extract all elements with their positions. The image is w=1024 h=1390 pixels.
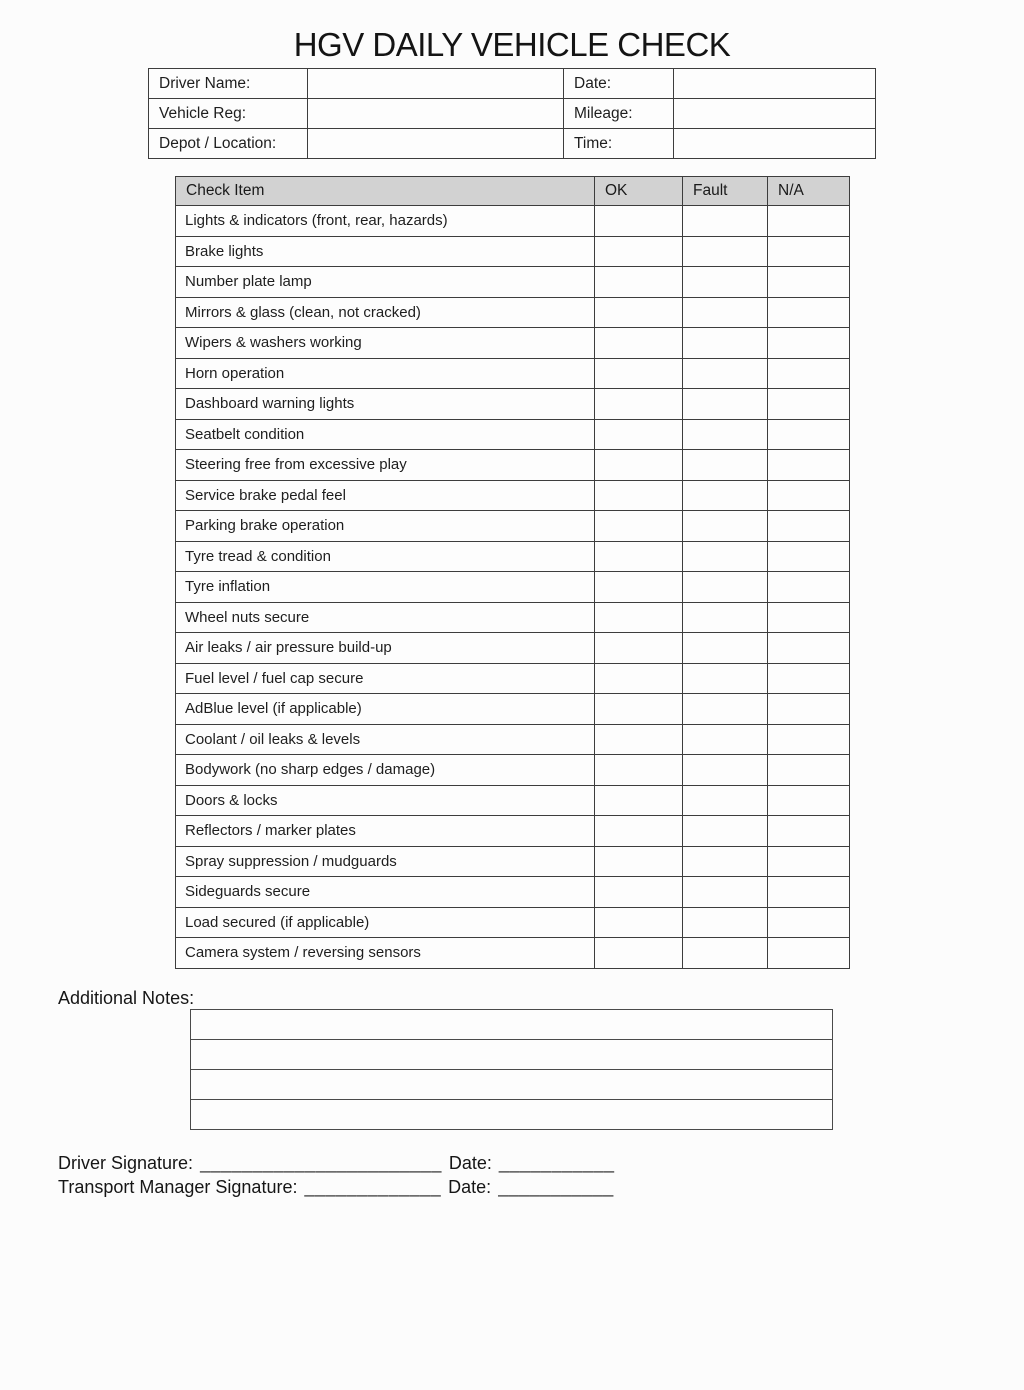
ok-cell[interactable] xyxy=(595,694,683,725)
fault-cell[interactable] xyxy=(683,724,768,755)
notes-label: Additional Notes: xyxy=(58,988,195,1008)
na-cell[interactable] xyxy=(768,938,850,969)
info-row xyxy=(149,129,876,159)
check-row xyxy=(176,785,850,816)
na-cell[interactable] xyxy=(768,480,850,511)
check-row xyxy=(176,358,850,389)
check-item-label: Mirrors & glass (clean, not cracked) xyxy=(176,297,595,328)
ok-cell[interactable] xyxy=(595,907,683,938)
ok-cell[interactable] xyxy=(595,938,683,969)
check-item-label: Camera system / reversing sensors xyxy=(176,938,595,969)
na-cell[interactable] xyxy=(768,389,850,420)
info-label-left: Depot / Location: xyxy=(149,129,308,159)
check-item-label: Service brake pedal feel xyxy=(176,480,595,511)
na-cell[interactable] xyxy=(768,633,850,664)
check-row xyxy=(176,938,850,969)
check-row xyxy=(176,877,850,908)
fault-cell[interactable] xyxy=(683,694,768,725)
manager-date-line[interactable]: ___________ xyxy=(498,1176,614,1197)
fault-cell[interactable] xyxy=(683,663,768,694)
na-cell[interactable] xyxy=(768,663,850,694)
manager-signature-line[interactable]: _____________ xyxy=(304,1176,442,1197)
na-cell[interactable] xyxy=(768,694,850,725)
col-header-fault: Fault xyxy=(683,177,768,206)
info-value-left[interactable] xyxy=(308,129,564,159)
fault-cell[interactable] xyxy=(683,297,768,328)
manager-date-label: Date: xyxy=(448,1176,492,1197)
check-row xyxy=(176,846,850,877)
check-row xyxy=(176,328,850,359)
check-item-label: Tyre inflation xyxy=(176,572,595,603)
ok-cell[interactable] xyxy=(595,206,683,237)
check-row xyxy=(176,511,850,542)
ok-cell[interactable] xyxy=(595,511,683,542)
fault-cell[interactable] xyxy=(683,328,768,359)
check-row xyxy=(176,450,850,481)
ok-cell[interactable] xyxy=(595,602,683,633)
info-value-right[interactable] xyxy=(674,129,876,159)
fault-cell[interactable] xyxy=(683,572,768,603)
na-cell[interactable] xyxy=(768,816,850,847)
fault-cell[interactable] xyxy=(683,602,768,633)
check-item-label: AdBlue level (if applicable) xyxy=(176,694,595,725)
fault-cell[interactable] xyxy=(683,267,768,298)
na-cell[interactable] xyxy=(768,907,850,938)
info-value-right[interactable] xyxy=(674,69,876,99)
check-row xyxy=(176,663,850,694)
na-cell[interactable] xyxy=(768,267,850,298)
check-item-label: Wipers & washers working xyxy=(176,328,595,359)
check-item-label: Air leaks / air pressure build-up xyxy=(176,633,595,664)
check-item-label: Brake lights xyxy=(176,236,595,267)
col-header-ok: OK xyxy=(595,177,683,206)
fault-cell[interactable] xyxy=(683,480,768,511)
na-cell[interactable] xyxy=(768,419,850,450)
na-cell[interactable] xyxy=(768,846,850,877)
check-row xyxy=(176,419,850,450)
ok-cell[interactable] xyxy=(595,480,683,511)
ok-cell[interactable] xyxy=(595,297,683,328)
check-row xyxy=(176,206,850,237)
na-cell[interactable] xyxy=(768,877,850,908)
signature-block xyxy=(58,1152,617,1199)
notes-box xyxy=(190,1009,833,1130)
info-label-right: Time: xyxy=(564,129,674,159)
na-cell[interactable] xyxy=(768,755,850,786)
fault-cell[interactable] xyxy=(683,877,768,908)
ok-cell[interactable] xyxy=(595,816,683,847)
na-cell[interactable] xyxy=(768,785,850,816)
fault-cell[interactable] xyxy=(683,633,768,664)
fault-cell[interactable] xyxy=(683,785,768,816)
check-item-label: Tyre tread & condition xyxy=(176,541,595,572)
ok-cell[interactable] xyxy=(595,846,683,877)
check-item-label: Coolant / oil leaks & levels xyxy=(176,724,595,755)
manager-signature-label: Transport Manager Signature: xyxy=(58,1176,298,1197)
ok-cell[interactable] xyxy=(595,236,683,267)
fault-cell[interactable] xyxy=(683,236,768,267)
info-row xyxy=(149,99,876,129)
fault-cell[interactable] xyxy=(683,389,768,420)
notes-line[interactable] xyxy=(191,1070,832,1100)
check-row xyxy=(176,267,850,298)
header-info-table xyxy=(148,68,876,159)
fault-cell[interactable] xyxy=(683,419,768,450)
driver-signature-row xyxy=(58,1152,617,1176)
fault-cell[interactable] xyxy=(683,450,768,481)
ok-cell[interactable] xyxy=(595,358,683,389)
col-header-check-item: Check Item xyxy=(176,177,595,206)
driver-date-line[interactable]: ___________ xyxy=(498,1153,615,1173)
check-row xyxy=(176,541,850,572)
check-row xyxy=(176,236,850,267)
check-item-label: Seatbelt condition xyxy=(176,419,595,450)
info-label-right: Date: xyxy=(564,69,674,99)
check-row xyxy=(176,816,850,847)
ok-cell[interactable] xyxy=(595,572,683,603)
check-item-label: Parking brake operation xyxy=(176,511,595,542)
check-item-label: Dashboard warning lights xyxy=(176,389,595,420)
na-cell[interactable] xyxy=(768,572,850,603)
notes-line[interactable] xyxy=(191,1100,832,1129)
ok-cell[interactable] xyxy=(595,450,683,481)
driver-signature-line[interactable]: _______________________ xyxy=(200,1153,442,1173)
info-value-left[interactable] xyxy=(308,69,564,99)
info-label-left: Vehicle Reg: xyxy=(149,99,308,129)
info-row xyxy=(149,69,876,99)
check-item-label: Doors & locks xyxy=(176,785,595,816)
check-item-label: Bodywork (no sharp edges / damage) xyxy=(176,755,595,786)
info-label-left: Driver Name: xyxy=(149,69,308,99)
ok-cell[interactable] xyxy=(595,389,683,420)
fault-cell[interactable] xyxy=(683,358,768,389)
na-cell[interactable] xyxy=(768,511,850,542)
fault-cell[interactable] xyxy=(683,206,768,237)
ok-cell[interactable] xyxy=(595,267,683,298)
check-row xyxy=(176,389,850,420)
notes-line[interactable] xyxy=(191,1010,832,1040)
check-row xyxy=(176,602,850,633)
checklist-header-row xyxy=(176,177,850,206)
fault-cell[interactable] xyxy=(683,938,768,969)
na-cell[interactable] xyxy=(768,541,850,572)
ok-cell[interactable] xyxy=(595,633,683,664)
na-cell[interactable] xyxy=(768,724,850,755)
check-item-label: Load secured (if applicable) xyxy=(176,907,595,938)
check-item-label: Fuel level / fuel cap secure xyxy=(176,663,595,694)
checklist-body xyxy=(176,206,850,969)
notes-line[interactable] xyxy=(191,1040,832,1070)
check-item-label: Reflectors / marker plates xyxy=(176,816,595,847)
fault-cell[interactable] xyxy=(683,907,768,938)
check-item-label: Number plate lamp xyxy=(176,267,595,298)
check-item-label: Wheel nuts secure xyxy=(176,602,595,633)
checklist-table xyxy=(175,176,850,969)
driver-date-label: Date: xyxy=(448,1153,492,1173)
check-row xyxy=(176,572,850,603)
na-cell[interactable] xyxy=(768,206,850,237)
fault-cell[interactable] xyxy=(683,816,768,847)
na-cell[interactable] xyxy=(768,602,850,633)
check-item-label: Spray suppression / mudguards xyxy=(176,846,595,877)
ok-cell[interactable] xyxy=(595,724,683,755)
ok-cell[interactable] xyxy=(595,663,683,694)
na-cell[interactable] xyxy=(768,358,850,389)
check-row xyxy=(176,633,850,664)
col-header-na: N/A xyxy=(768,177,850,206)
ok-cell[interactable] xyxy=(595,877,683,908)
ok-cell[interactable] xyxy=(595,785,683,816)
check-item-label: Lights & indicators (front, rear, hazards) xyxy=(176,206,595,237)
driver-signature-label: Driver Signature: xyxy=(58,1153,194,1173)
fault-cell[interactable] xyxy=(683,511,768,542)
check-row xyxy=(176,724,850,755)
info-body xyxy=(149,69,876,159)
page-title: HGV DAILY VEHICLE CHECK xyxy=(293,26,731,63)
check-row xyxy=(176,907,850,938)
na-cell[interactable] xyxy=(768,450,850,481)
check-item-label: Steering free from excessive play xyxy=(176,450,595,481)
fault-cell[interactable] xyxy=(683,541,768,572)
ok-cell[interactable] xyxy=(595,419,683,450)
check-item-label: Sideguards secure xyxy=(176,877,595,908)
check-row xyxy=(176,297,850,328)
na-cell[interactable] xyxy=(768,297,850,328)
check-item-label: Horn operation xyxy=(176,358,595,389)
na-cell[interactable] xyxy=(768,236,850,267)
ok-cell[interactable] xyxy=(595,541,683,572)
ok-cell[interactable] xyxy=(595,328,683,359)
manager-signature-row xyxy=(58,1176,617,1200)
info-label-right: Mileage: xyxy=(564,99,674,129)
na-cell[interactable] xyxy=(768,328,850,359)
info-value-right[interactable] xyxy=(674,99,876,129)
info-value-left[interactable] xyxy=(308,99,564,129)
ok-cell[interactable] xyxy=(595,755,683,786)
fault-cell[interactable] xyxy=(683,846,768,877)
check-row xyxy=(176,480,850,511)
fault-cell[interactable] xyxy=(683,755,768,786)
check-row xyxy=(176,755,850,786)
check-row xyxy=(176,694,850,725)
